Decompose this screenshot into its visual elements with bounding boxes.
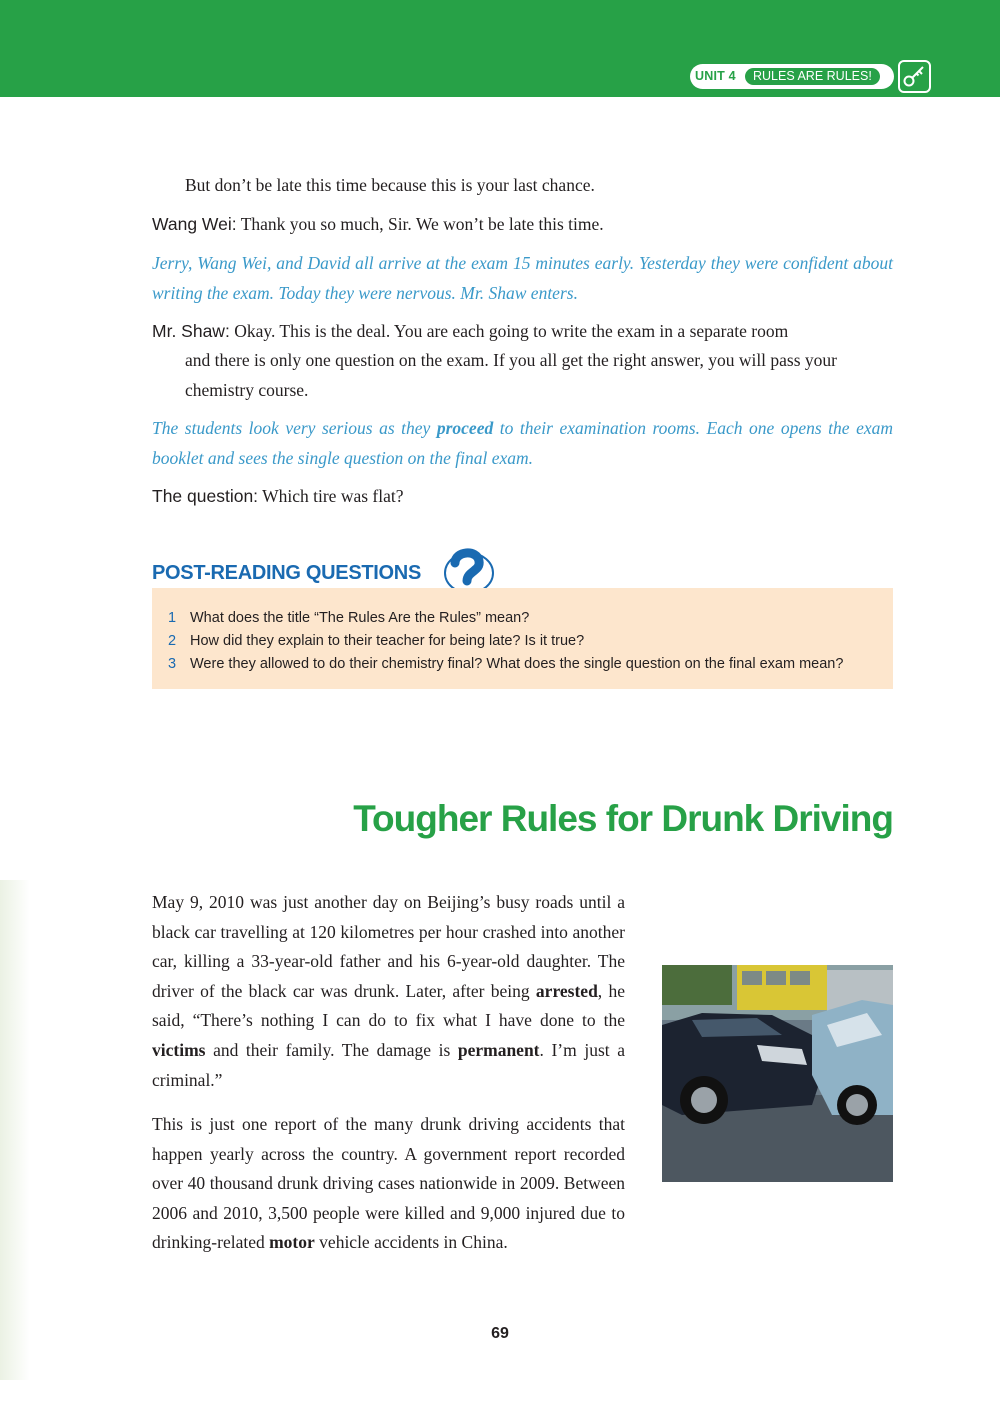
dialogue-line-question [152, 482, 893, 512]
article-paragraph [152, 1110, 625, 1258]
paragraph-text: , he said, “There’s nothing I can do to fix what I have done to the [152, 980, 625, 1031]
speaker-name: The question: [152, 486, 259, 506]
stage-text: The students look very serious as they [152, 418, 431, 438]
question-text: What does the title “The Rules Are the Rules” mean? [190, 610, 530, 626]
question-text: Were they allowed to do their chemistry final? What does the single question on the final exam mean? [190, 656, 844, 672]
question-number: 2 [168, 633, 177, 649]
paragraph-text: This is just one report of the many drunk driving accidents that happen yearly across the country. A government report recorded over 40 thousand drunk driving cases nationwide in 2009. Between 2006 and 2010, 3,500 people were killed and 9,000 injured due to drinking-related [152, 1114, 625, 1253]
unit-label: UNIT 4 [695, 69, 736, 83]
unit-title: RULES ARE RULES! [745, 68, 880, 85]
question-item [168, 633, 584, 649]
question-number: 1 [168, 610, 177, 626]
speaker-name: Mr. Shaw: [152, 321, 230, 341]
stage-direction: Jerry, Wang Wei, and David all arrive at the exam 15 minutes early. Yesterday they were confident about writing the exam. Today they were nervous. Mr. Shaw enters. [152, 253, 893, 303]
vocab-word: victims [152, 1039, 206, 1060]
question-item [168, 610, 529, 626]
dialogue-line-wang [152, 210, 893, 240]
questions-box [152, 588, 893, 689]
vocab-word: permanent [457, 1039, 540, 1060]
question-text: How did they explain to their teacher for being late? Is it true? [190, 633, 585, 649]
stage-direction [152, 414, 893, 473]
vocab-word: arrested [535, 980, 598, 1001]
dialogue-text: Okay. This is the deal. You are each going to write the exam in a separate room [234, 321, 789, 341]
stage-text: to their examination rooms. Each one opens the exam booklet and sees the single question on the final exam. [152, 418, 894, 468]
question-item [168, 656, 843, 672]
dialogue-line: But don’t be late this time because this is your last chance. [185, 175, 595, 195]
page-edge-decoration [0, 880, 30, 1380]
dialogue-text-continued: and there is only one question on the exam. If you all get the right answer, you will pass your chemistry course. [185, 350, 838, 400]
article-paragraph [152, 888, 625, 1095]
question-number: 3 [168, 656, 177, 672]
dialogue-line-shaw [152, 317, 893, 347]
paragraph-text: . I’m just a criminal.” [152, 1039, 625, 1090]
dialogue-text: Thank you so much, Sir. We won’t be late this time. [240, 214, 604, 234]
paragraph-text: vehicle accidents in China. [319, 1232, 508, 1253]
page-number: 69 [491, 1325, 509, 1342]
speaker-name: Wang Wei: [152, 214, 237, 234]
car-crash-photo [662, 965, 893, 1182]
section-heading: POST-READING QUESTIONS [152, 562, 421, 584]
article-title: Tougher Rules for Drunk Driving [353, 798, 893, 839]
paragraph-text: and their family. The damage is [213, 1039, 451, 1060]
paragraph-text: May 9, 2010 was just another day on Beijing’s busy roads until a black car travelling at 120 kilometres per hour crashed into another car, killing a 33-year-old father and his 6-year-old daughter. The driver of the black car was drunk. Later, after being [152, 892, 625, 1001]
key-icon [898, 60, 931, 93]
unit-badge [690, 64, 894, 89]
vocab-word: proceed [436, 418, 494, 438]
dialogue-text: Which tire was flat? [262, 486, 404, 506]
vocab-word: motor [269, 1232, 315, 1253]
